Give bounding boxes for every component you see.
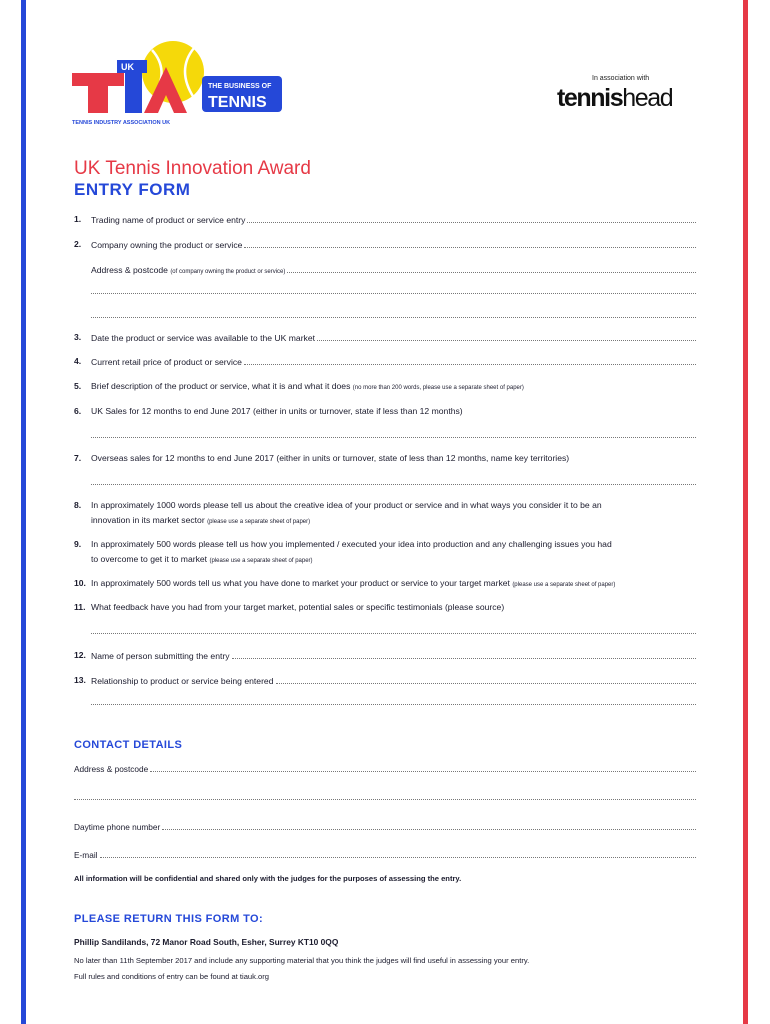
question-number: 3. bbox=[74, 332, 82, 342]
question-note: (please use a separate sheet of paper) bbox=[512, 582, 616, 588]
answer-line[interactable] bbox=[91, 316, 696, 318]
form-title: UK Tennis Innovation Award bbox=[74, 158, 311, 179]
answer-line[interactable] bbox=[317, 332, 696, 341]
answer-line[interactable] bbox=[232, 650, 696, 659]
answer-line[interactable] bbox=[91, 292, 696, 294]
logo-business-text: THE BUSINESS OF bbox=[208, 83, 272, 90]
question-number: 5. bbox=[74, 381, 82, 391]
answer-line[interactable] bbox=[91, 632, 696, 634]
email-field[interactable] bbox=[100, 849, 696, 858]
logo-uk-text: UK bbox=[121, 62, 134, 72]
answer-line[interactable] bbox=[244, 356, 696, 365]
answer-line[interactable] bbox=[287, 264, 696, 273]
question-label: Date the product or service was available to the UK market bbox=[91, 333, 316, 343]
answer-line[interactable] bbox=[276, 675, 697, 684]
return-address: Phillip Sandilands, 72 Manor Road South, Esher, Surrey KT10 0QQ bbox=[74, 937, 339, 947]
confidential-note: All information will be confidential and shared only with the judges for the purposes of assessing the entry. bbox=[74, 874, 462, 883]
question-number: 12. bbox=[74, 650, 86, 660]
answer-line[interactable] bbox=[91, 703, 696, 705]
question-number: 9. bbox=[74, 539, 82, 549]
question-number: 2. bbox=[74, 239, 82, 249]
question-label-line1: In approximately 1000 words please tell us about the creative idea of your product or service and in what ways you consider it to be an bbox=[91, 500, 602, 510]
question-label-line2: innovation in its market sector bbox=[91, 515, 205, 525]
address-field[interactable] bbox=[150, 763, 696, 772]
tia-logo bbox=[70, 38, 285, 126]
question-number: 7. bbox=[74, 453, 82, 463]
logo-tennis-text: TENNIS bbox=[208, 94, 267, 111]
answer-line[interactable] bbox=[91, 436, 696, 438]
email-label: E-mail bbox=[74, 850, 98, 860]
address-field-line2[interactable] bbox=[74, 798, 696, 800]
question-label-line2: to overcome to get it to market bbox=[91, 554, 208, 564]
question-label: Overseas sales for 12 months to end June 2017 (either in units or turnover, state of less than 12 months, name key territories) bbox=[91, 453, 570, 463]
tennishead-logo-part1: tennis bbox=[557, 84, 623, 112]
deadline-note: No later than 11th September 2017 and include any supporting material that you think the judges will find useful in assessing your entry. bbox=[74, 956, 530, 965]
question-note: (no more than 200 words, please use a separate sheet of paper) bbox=[352, 385, 524, 391]
question-number: 10. bbox=[74, 578, 86, 588]
question-number: 11. bbox=[74, 602, 86, 612]
tennishead-logo bbox=[557, 84, 672, 113]
tennishead-logo-part2: head bbox=[622, 84, 673, 112]
question-label: What feedback have you had from your target market, potential sales or specific testimonials (please source) bbox=[91, 602, 505, 612]
question-label: Current retail price of product or service bbox=[91, 357, 242, 367]
question-number: 8. bbox=[74, 500, 82, 510]
question-label: Address & postcode bbox=[91, 265, 168, 275]
question-number: 4. bbox=[74, 356, 82, 366]
association-text: In association with bbox=[592, 75, 650, 82]
left-border-stripe bbox=[21, 0, 26, 1024]
question-label: Trading name of product or service entry bbox=[91, 215, 246, 225]
question-label: Brief description of the product or service, what it is and what it does bbox=[91, 381, 351, 391]
question-label: Company owning the product or service bbox=[91, 240, 243, 250]
contact-email bbox=[74, 849, 696, 860]
address-label: Address & postcode bbox=[74, 764, 149, 774]
phone-field[interactable] bbox=[162, 821, 696, 830]
return-heading: PLEASE RETURN THIS FORM TO: bbox=[74, 913, 264, 925]
question-label: Relationship to product or service being entered bbox=[91, 676, 274, 686]
contact-heading: CONTACT DETAILS bbox=[74, 739, 183, 751]
answer-line[interactable] bbox=[247, 214, 696, 223]
question-label: Name of person submitting the entry bbox=[91, 651, 230, 661]
question-number: 6. bbox=[74, 406, 82, 416]
answer-line[interactable] bbox=[91, 483, 696, 485]
contact-phone bbox=[74, 821, 696, 832]
question-label: UK Sales for 12 months to end June 2017 (either in units or turnover, state if less than 12 months) bbox=[91, 406, 463, 416]
question-note: (please use a separate sheet of paper) bbox=[209, 558, 313, 564]
rules-note: Full rules and conditions of entry can be found at tiauk.org bbox=[74, 972, 270, 981]
question-note: (please use a separate sheet of paper) bbox=[207, 519, 311, 525]
question-number: 1. bbox=[74, 214, 82, 224]
contact-address bbox=[74, 763, 696, 774]
question-note: (of company owning the product or service) bbox=[170, 269, 286, 275]
phone-label: Daytime phone number bbox=[74, 822, 161, 832]
answer-line[interactable] bbox=[244, 239, 696, 248]
logo-org-text: TENNIS INDUSTRY ASSOCIATION UK bbox=[72, 120, 171, 126]
form-subtitle: ENTRY FORM bbox=[74, 180, 191, 199]
question-number: 13. bbox=[74, 675, 86, 685]
question-label-line1: In approximately 500 words please tell us how you implemented / executed your idea into production and any challenging issues you had bbox=[91, 539, 612, 549]
question-label: In approximately 500 words tell us what you have done to market your product or service to your target market bbox=[91, 578, 510, 588]
right-border-stripe bbox=[743, 0, 748, 1024]
